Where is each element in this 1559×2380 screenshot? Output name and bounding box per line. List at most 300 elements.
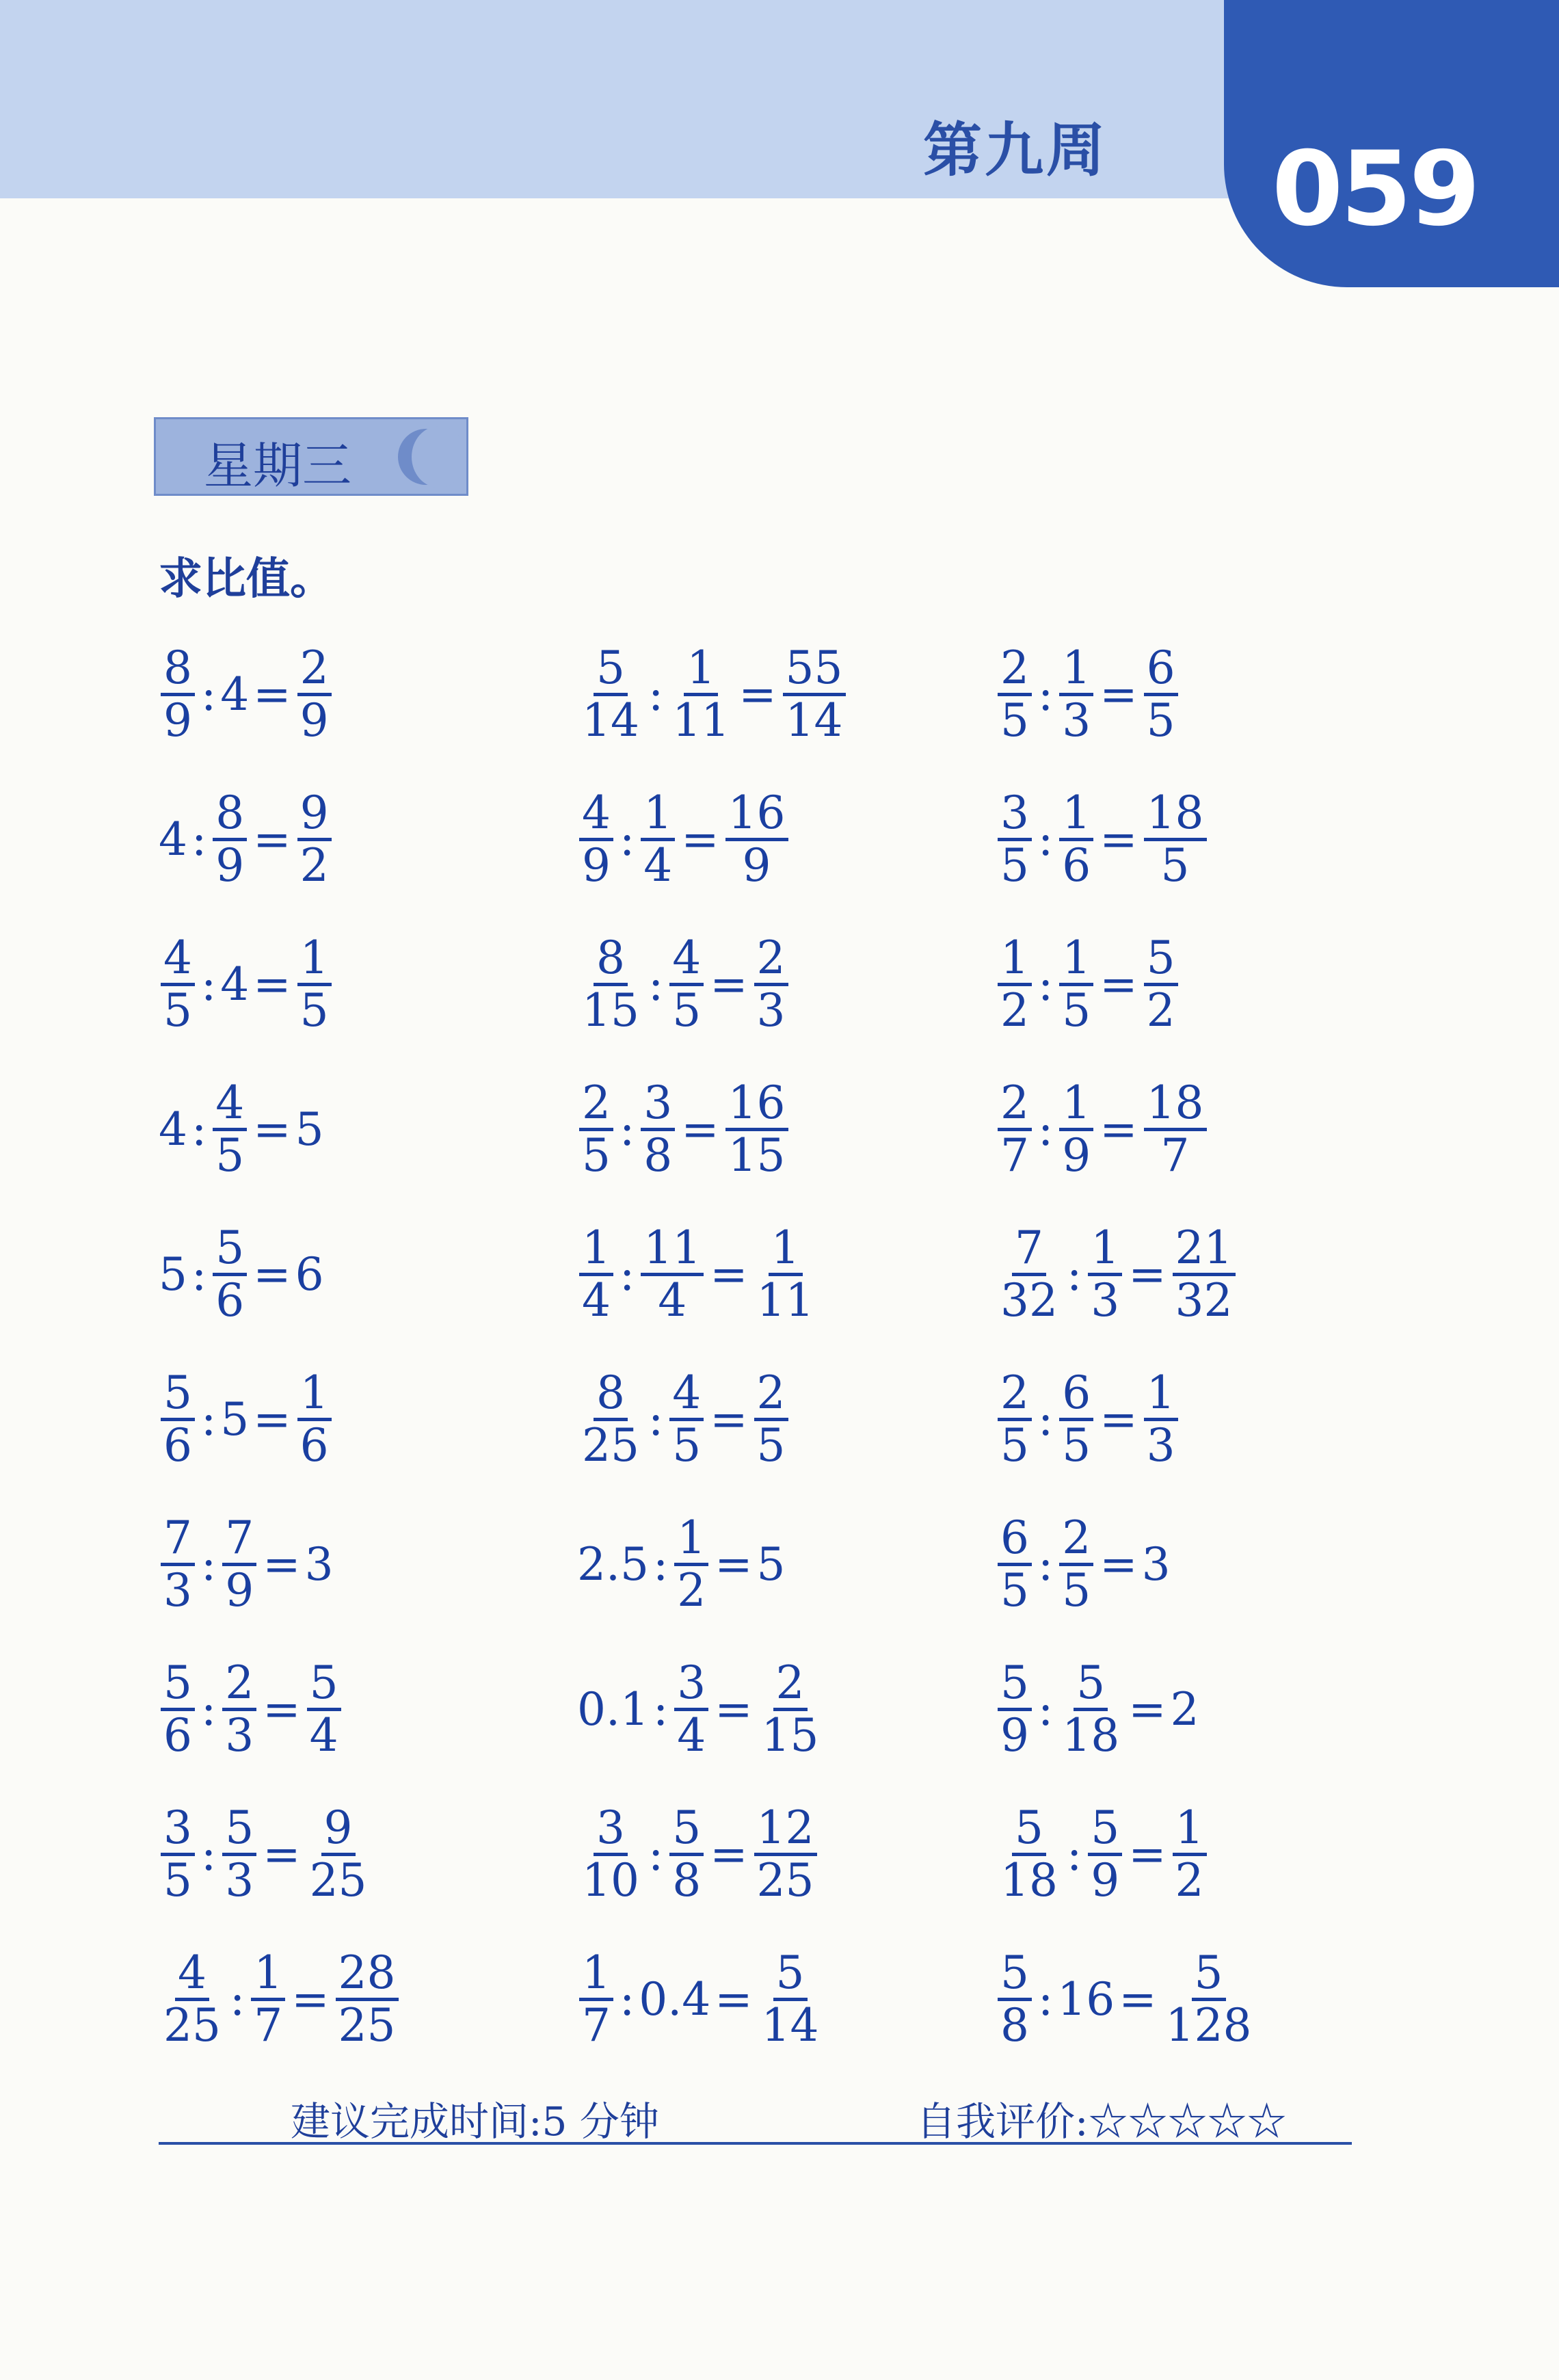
fraction bbox=[579, 1368, 642, 1470]
ratio-problem bbox=[159, 784, 577, 894]
fraction bbox=[251, 1948, 285, 2050]
operator: = bbox=[715, 1537, 753, 1591]
numerator: 1 bbox=[1173, 1803, 1207, 1856]
numerator: 8 bbox=[161, 644, 195, 696]
fraction bbox=[1163, 1948, 1255, 2050]
operator: : bbox=[1038, 1972, 1054, 2026]
denominator: 2 bbox=[299, 838, 329, 892]
numerator: 18 bbox=[1144, 1079, 1207, 1131]
number: 6 bbox=[295, 1247, 324, 1301]
operator: : bbox=[619, 812, 635, 866]
numerator: 6 bbox=[998, 1513, 1032, 1566]
operator: : bbox=[191, 812, 207, 866]
denominator: 6 bbox=[299, 1418, 329, 1472]
fraction bbox=[998, 1803, 1061, 1905]
fraction bbox=[669, 641, 732, 747]
numerator: 5 bbox=[998, 1948, 1032, 2001]
operator: : bbox=[201, 667, 217, 721]
numerator: 1 bbox=[641, 789, 675, 841]
fraction bbox=[579, 1076, 613, 1182]
numerator: 1 bbox=[297, 934, 332, 986]
numerator: 7 bbox=[161, 1513, 195, 1566]
denominator: 6 bbox=[163, 1418, 192, 1472]
ratio-problem bbox=[159, 1364, 577, 1474]
fraction bbox=[297, 931, 332, 1037]
fraction bbox=[307, 1803, 370, 1905]
denominator: 5 bbox=[1062, 1563, 1091, 1617]
denominator: 6 bbox=[163, 1708, 192, 1762]
operator: = bbox=[710, 1247, 748, 1301]
operator: : bbox=[1038, 1682, 1054, 1736]
operator: = bbox=[263, 1682, 301, 1736]
fraction bbox=[674, 1513, 708, 1615]
denominator: 5 bbox=[299, 983, 329, 1037]
numerator: 28 bbox=[336, 1948, 399, 2001]
numerator: 5 bbox=[998, 1658, 1032, 1711]
fraction bbox=[998, 931, 1032, 1037]
operator: = bbox=[710, 957, 748, 1011]
denominator: 8 bbox=[1000, 1998, 1029, 2052]
numerator: 7 bbox=[1012, 1224, 1046, 1276]
ratio-problem bbox=[159, 1509, 577, 1619]
denominator: 18 bbox=[1062, 1708, 1120, 1762]
fraction bbox=[998, 786, 1032, 892]
number: 5 bbox=[295, 1102, 324, 1156]
problem-grid bbox=[159, 639, 1389, 2089]
denominator: 25 bbox=[163, 1998, 221, 2052]
fraction bbox=[1088, 1803, 1122, 1905]
numerator: 1 bbox=[684, 644, 718, 696]
denominator: 5 bbox=[1000, 693, 1029, 747]
denominator: 9 bbox=[1091, 1853, 1120, 1907]
numerator: 9 bbox=[321, 1803, 356, 1856]
operator: : bbox=[648, 1827, 664, 1881]
numerator: 3 bbox=[998, 789, 1032, 841]
denominator: 8 bbox=[643, 1128, 673, 1182]
week-title: 第九周 bbox=[923, 116, 1108, 185]
numerator: 1 bbox=[1144, 1368, 1178, 1421]
operator: = bbox=[1100, 1392, 1138, 1446]
operator: = bbox=[738, 667, 777, 721]
operator: : bbox=[1038, 667, 1054, 721]
instruction: 求比值。 bbox=[159, 554, 334, 605]
denominator: 15 bbox=[582, 983, 639, 1037]
numerator: 12 bbox=[754, 1803, 817, 1856]
numerator: 2 bbox=[773, 1658, 808, 1711]
denominator: 3 bbox=[163, 1563, 192, 1617]
number: 0.4 bbox=[639, 1972, 711, 2026]
denominator: 3 bbox=[225, 1708, 254, 1762]
denominator: 4 bbox=[658, 1273, 687, 1327]
numerator: 7 bbox=[222, 1513, 256, 1566]
fraction bbox=[1144, 1368, 1178, 1470]
fraction bbox=[1059, 931, 1093, 1037]
operator: : bbox=[201, 1682, 217, 1736]
numerator: 5 bbox=[1012, 1803, 1046, 1856]
operator: = bbox=[1100, 1102, 1138, 1156]
fraction bbox=[161, 1803, 195, 1905]
denominator: 14 bbox=[582, 693, 639, 747]
numerator: 5 bbox=[1074, 1658, 1108, 1711]
denominator: 9 bbox=[1062, 1128, 1091, 1182]
fraction bbox=[641, 786, 675, 892]
fraction bbox=[641, 1076, 675, 1182]
numerator: 1 bbox=[998, 934, 1032, 986]
fraction bbox=[754, 931, 788, 1037]
fraction bbox=[213, 786, 247, 892]
operator: = bbox=[253, 1247, 291, 1301]
numerator: 11 bbox=[641, 1224, 704, 1276]
fraction bbox=[579, 641, 642, 747]
numerator: 2 bbox=[754, 934, 788, 986]
ratio-problem bbox=[996, 1219, 1389, 1329]
number: 4 bbox=[220, 957, 250, 1011]
operator: = bbox=[681, 1102, 719, 1156]
operator: : bbox=[619, 1247, 635, 1301]
fraction bbox=[1059, 786, 1093, 892]
numerator: 18 bbox=[1144, 789, 1207, 841]
fraction bbox=[1059, 1076, 1093, 1182]
numerator: 4 bbox=[213, 1079, 247, 1131]
operator: : bbox=[1066, 1247, 1082, 1301]
number: 3 bbox=[1141, 1537, 1171, 1591]
operator: : bbox=[229, 1972, 245, 2026]
denominator: 5 bbox=[163, 1853, 192, 1907]
ratio-problem bbox=[577, 1219, 996, 1329]
operator: : bbox=[619, 1102, 635, 1156]
numerator: 2 bbox=[222, 1658, 256, 1711]
denominator: 9 bbox=[1000, 1708, 1029, 1762]
denominator: 5 bbox=[1000, 1563, 1029, 1617]
fraction bbox=[579, 1221, 613, 1327]
operator: = bbox=[715, 1682, 753, 1736]
operator: : bbox=[201, 1537, 217, 1591]
fraction bbox=[754, 1368, 788, 1470]
denominator: 5 bbox=[1000, 838, 1029, 892]
ratio-problem bbox=[996, 1364, 1389, 1474]
fraction bbox=[754, 1221, 817, 1327]
denominator: 5 bbox=[582, 1128, 611, 1182]
denominator: 7 bbox=[1160, 1128, 1190, 1182]
numerator: 1 bbox=[674, 1513, 708, 1566]
ratio-problem bbox=[996, 1944, 1389, 2054]
denominator: 25 bbox=[338, 1998, 396, 2052]
number: 16 bbox=[1057, 1972, 1115, 2026]
numerator: 5 bbox=[1192, 1948, 1226, 2001]
fraction bbox=[759, 1948, 822, 2050]
operator: = bbox=[291, 1972, 330, 2026]
numerator: 55 bbox=[783, 644, 846, 696]
numerator: 2 bbox=[998, 1079, 1032, 1131]
fraction bbox=[783, 641, 846, 747]
denominator: 5 bbox=[1146, 693, 1175, 747]
numerator: 16 bbox=[725, 789, 788, 841]
fraction bbox=[998, 1368, 1032, 1470]
numerator: 1 bbox=[297, 1368, 332, 1421]
operator: = bbox=[1100, 667, 1138, 721]
operator: : bbox=[648, 957, 664, 1011]
fraction bbox=[161, 1513, 195, 1615]
operator: : bbox=[1038, 812, 1054, 866]
denominator: 5 bbox=[163, 983, 192, 1037]
fraction bbox=[1088, 1221, 1122, 1327]
denominator: 5 bbox=[756, 1418, 786, 1472]
ratio-problem bbox=[159, 1944, 577, 2054]
denominator: 7 bbox=[1000, 1128, 1029, 1182]
fraction bbox=[674, 1658, 708, 1760]
numerator: 5 bbox=[307, 1658, 341, 1711]
denominator: 2 bbox=[1175, 1853, 1204, 1907]
denominator: 6 bbox=[215, 1273, 245, 1327]
fraction bbox=[1059, 1513, 1093, 1615]
denominator: 5 bbox=[672, 1418, 702, 1472]
fraction bbox=[161, 1658, 195, 1760]
denominator: 5 bbox=[1160, 838, 1190, 892]
fraction bbox=[222, 1658, 256, 1760]
ratio-problem bbox=[577, 1364, 996, 1474]
numerator: 8 bbox=[213, 789, 247, 841]
numerator: 5 bbox=[222, 1803, 256, 1856]
denominator: 5 bbox=[1062, 983, 1091, 1037]
ratio-problem bbox=[577, 639, 996, 749]
denominator: 9 bbox=[742, 838, 771, 892]
operator: : bbox=[1038, 1537, 1054, 1591]
fraction bbox=[1144, 931, 1178, 1037]
fraction bbox=[641, 1221, 704, 1327]
operator: = bbox=[253, 1102, 291, 1156]
fraction bbox=[998, 1221, 1061, 1327]
number: 3 bbox=[304, 1537, 334, 1591]
numerator: 4 bbox=[161, 934, 195, 986]
denominator: 9 bbox=[582, 838, 611, 892]
ratio-problem bbox=[159, 1219, 577, 1329]
numerator: 5 bbox=[669, 1803, 704, 1856]
denominator: 5 bbox=[1000, 1418, 1029, 1472]
denominator: 4 bbox=[582, 1273, 611, 1327]
fraction bbox=[998, 1513, 1032, 1615]
fraction bbox=[161, 641, 195, 747]
numerator: 4 bbox=[579, 789, 613, 841]
number: 5 bbox=[220, 1392, 250, 1446]
numerator: 1 bbox=[579, 1224, 613, 1276]
operator: : bbox=[1038, 957, 1054, 1011]
ratio-problem bbox=[996, 639, 1389, 749]
denominator: 3 bbox=[1062, 693, 1091, 747]
denominator: 25 bbox=[309, 1853, 367, 1907]
operator: = bbox=[710, 1392, 748, 1446]
operator: = bbox=[253, 667, 291, 721]
numerator: 1 bbox=[251, 1948, 285, 2001]
numerator: 8 bbox=[594, 1368, 628, 1421]
denominator: 2 bbox=[1146, 983, 1175, 1037]
ratio-problem bbox=[577, 1654, 996, 1764]
fraction bbox=[725, 786, 788, 892]
fraction bbox=[297, 641, 332, 747]
ratio-problem bbox=[996, 929, 1389, 1039]
denominator: 128 bbox=[1165, 1998, 1252, 2052]
operator: : bbox=[201, 957, 217, 1011]
denominator: 5 bbox=[215, 1128, 245, 1182]
numerator: 6 bbox=[1059, 1368, 1093, 1421]
ratio-problem bbox=[996, 1654, 1389, 1764]
denominator: 9 bbox=[163, 693, 192, 747]
numerator: 5 bbox=[773, 1948, 808, 2001]
fraction bbox=[754, 1803, 817, 1905]
fraction bbox=[1059, 641, 1093, 747]
ratio-problem bbox=[996, 1799, 1389, 1909]
operator: = bbox=[1128, 1827, 1167, 1881]
numerator: 9 bbox=[297, 789, 332, 841]
self-evaluation: 自我评价:☆☆☆☆☆ bbox=[916, 2098, 1287, 2145]
operator: = bbox=[253, 957, 291, 1011]
fraction bbox=[222, 1513, 256, 1615]
fraction bbox=[1144, 786, 1207, 892]
denominator: 25 bbox=[756, 1853, 814, 1907]
fraction bbox=[579, 1948, 613, 2050]
ratio-problem bbox=[577, 1509, 996, 1619]
denominator: 14 bbox=[785, 693, 843, 747]
day-tab bbox=[154, 417, 468, 496]
number: 2.5 bbox=[577, 1537, 649, 1591]
operator: : bbox=[652, 1537, 669, 1591]
denominator: 8 bbox=[672, 1853, 702, 1907]
fraction bbox=[336, 1948, 399, 2050]
numerator: 1 bbox=[1059, 1079, 1093, 1131]
numerator: 1 bbox=[769, 1224, 803, 1276]
ratio-problem bbox=[577, 929, 996, 1039]
numerator: 2 bbox=[998, 644, 1032, 696]
ratio-problem bbox=[159, 929, 577, 1039]
operator: : bbox=[201, 1392, 217, 1446]
ratio-problem bbox=[577, 784, 996, 894]
numerator: 3 bbox=[161, 1803, 195, 1856]
suggested-time: 建议完成时间:5 分钟 bbox=[291, 2098, 659, 2145]
number: 5 bbox=[159, 1247, 187, 1301]
operator: : bbox=[1038, 1102, 1054, 1156]
denominator: 32 bbox=[1000, 1273, 1058, 1327]
numerator: 2 bbox=[754, 1368, 788, 1421]
fraction bbox=[297, 1368, 332, 1470]
numerator: 4 bbox=[175, 1948, 209, 2001]
operator: = bbox=[263, 1827, 301, 1881]
denominator: 18 bbox=[1000, 1853, 1058, 1907]
denominator: 9 bbox=[225, 1563, 254, 1617]
fraction bbox=[161, 931, 195, 1037]
fraction bbox=[1059, 1658, 1122, 1760]
fraction bbox=[998, 1076, 1032, 1182]
operator: : bbox=[1038, 1392, 1054, 1446]
numerator: 21 bbox=[1173, 1224, 1236, 1276]
numerator: 1 bbox=[1088, 1224, 1122, 1276]
denominator: 15 bbox=[761, 1708, 819, 1762]
operator: = bbox=[253, 1392, 291, 1446]
fraction bbox=[161, 1948, 224, 2050]
fraction bbox=[222, 1803, 256, 1905]
operator: = bbox=[1119, 1972, 1157, 2026]
denominator: 3 bbox=[1146, 1418, 1175, 1472]
operator: : bbox=[201, 1827, 217, 1881]
operator: = bbox=[710, 1827, 748, 1881]
fraction bbox=[579, 931, 642, 1037]
fraction bbox=[213, 1076, 247, 1182]
ratio-problem bbox=[159, 1074, 577, 1184]
ratio-problem bbox=[159, 1799, 577, 1909]
number: 4 bbox=[159, 1102, 187, 1156]
operator: = bbox=[253, 812, 291, 866]
page-number: 059 bbox=[1272, 130, 1478, 249]
fraction bbox=[998, 1948, 1032, 2050]
denominator: 4 bbox=[309, 1708, 338, 1762]
denominator: 3 bbox=[1091, 1273, 1120, 1327]
operator: = bbox=[1100, 957, 1138, 1011]
numerator: 2 bbox=[998, 1368, 1032, 1421]
numerator: 4 bbox=[669, 1368, 704, 1421]
ratio-problem bbox=[159, 1654, 577, 1764]
ratio-problem bbox=[996, 784, 1389, 894]
number: 0.1 bbox=[577, 1682, 649, 1736]
numerator: 5 bbox=[1088, 1803, 1122, 1856]
denominator: 10 bbox=[582, 1853, 639, 1907]
numerator: 5 bbox=[213, 1224, 247, 1276]
operator: : bbox=[619, 1972, 635, 2026]
denominator: 4 bbox=[677, 1708, 706, 1762]
fraction bbox=[669, 1368, 704, 1470]
operator: : bbox=[652, 1682, 669, 1736]
denominator: 25 bbox=[582, 1418, 639, 1472]
numerator: 1 bbox=[1059, 789, 1093, 841]
denominator: 2 bbox=[677, 1563, 706, 1617]
operator: : bbox=[648, 1392, 664, 1446]
numerator: 3 bbox=[674, 1658, 708, 1711]
moon-icon bbox=[398, 429, 454, 485]
ratio-problem bbox=[577, 1074, 996, 1184]
fraction bbox=[297, 786, 332, 892]
numerator: 3 bbox=[641, 1079, 675, 1131]
numerator: 2 bbox=[297, 644, 332, 696]
numerator: 16 bbox=[725, 1079, 788, 1131]
fraction bbox=[579, 1803, 642, 1905]
denominator: 3 bbox=[225, 1853, 254, 1907]
number: 4 bbox=[159, 812, 187, 866]
day-label: 星期三 bbox=[204, 437, 352, 494]
numerator: 2 bbox=[579, 1079, 613, 1131]
denominator: 32 bbox=[1175, 1273, 1233, 1327]
numerator: 4 bbox=[669, 934, 704, 986]
ratio-problem bbox=[996, 1074, 1389, 1184]
numerator: 5 bbox=[1144, 934, 1178, 986]
operator: = bbox=[715, 1972, 753, 2026]
numerator: 1 bbox=[579, 1948, 613, 2001]
operator: : bbox=[191, 1102, 207, 1156]
fraction bbox=[307, 1658, 341, 1760]
fraction bbox=[669, 931, 704, 1037]
denominator: 5 bbox=[1062, 1418, 1091, 1472]
operator: = bbox=[263, 1537, 301, 1591]
denominator: 7 bbox=[582, 1998, 611, 2052]
fraction bbox=[759, 1658, 822, 1760]
denominator: 2 bbox=[1000, 983, 1029, 1037]
operator: = bbox=[1100, 1537, 1138, 1591]
denominator: 14 bbox=[761, 1998, 819, 2052]
denominator: 15 bbox=[728, 1128, 786, 1182]
denominator: 7 bbox=[254, 1998, 283, 2052]
numerator: 1 bbox=[1059, 644, 1093, 696]
fraction bbox=[1144, 641, 1178, 747]
number: 5 bbox=[756, 1537, 786, 1591]
operator: : bbox=[1066, 1827, 1082, 1881]
fraction bbox=[1173, 1803, 1207, 1905]
fraction bbox=[1173, 1221, 1236, 1327]
